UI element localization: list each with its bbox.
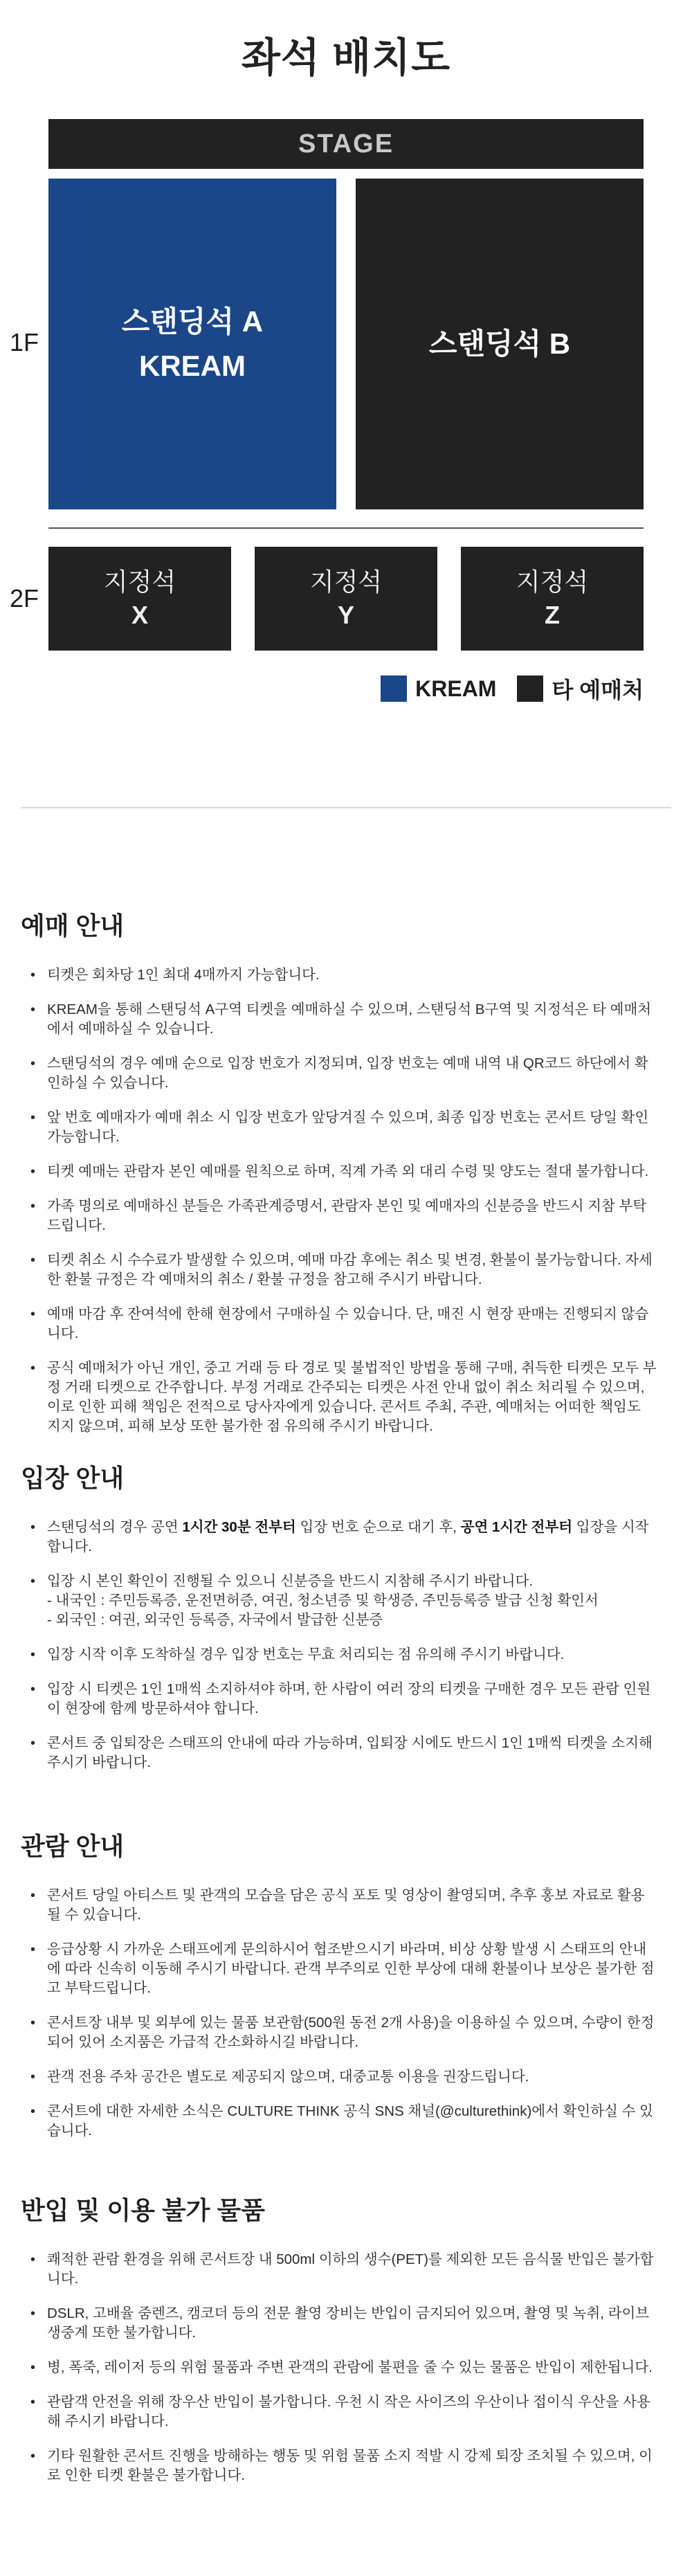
list-item: • 공식 예매처가 아닌 개인, 중고 거래 등 타 경로 및 불법적인 방법을 통해 구매, 취득한 티켓은 모두 부정 거래 티켓으로 간주합니다. 부정 거래로 간주되는 티켓은 사전 안내 없이 취소 처리될 수 있으며, 이로 인한 피해 책임은 전적으로 당사자에게 있습니다. 콘서트 주최, 주관, 예매처는 어떠한 책임도 지지 않으며, 피해 보상 또한 불가한 점 유의해 주시기 바랍니다. (30, 1360, 657, 1434)
stage-label: STAGE (48, 119, 644, 169)
list-item: • 가족 명의로 예매하신 분들은 가족관계증명서, 관람자 본인 및 예매자의 신분증을 반드시 지참 부탁드립니다. (30, 1198, 647, 1233)
list-item: • 티켓 예매는 관람자 본인 예매를 원칙으로 하며, 직계 가족 외 대리 수령 및 양도는 절대 불가합니다. (30, 1163, 649, 1179)
zone-reserved-x[interactable] (48, 547, 231, 651)
zone-y-type: 지정석 (309, 568, 383, 596)
section-ticketing (21, 907, 671, 1451)
floor-label-2f: 2F (10, 584, 39, 613)
zone-a-seller: KREAM (139, 350, 246, 382)
zone-reserved-y[interactable] (255, 547, 437, 651)
floor-label-1f: 1F (10, 328, 39, 356)
zone-standing-b[interactable] (356, 179, 644, 509)
section-title-viewing: 관람 안내 (21, 1832, 125, 1860)
entry-list (21, 1518, 671, 1772)
section-title-ticketing: 예매 안내 (21, 911, 125, 940)
section-entry (21, 1459, 671, 1788)
zone-z-type: 지정석 (516, 568, 589, 596)
list-item: • 관람객 안전을 위해 장우산 반입이 불가합니다. 우천 시 작은 사이즈의 우산이나 접이식 우산을 사용해 주시기 바랍니다. (30, 2394, 650, 2429)
legend-item-kream (381, 675, 496, 702)
zone-standing-a[interactable] (48, 179, 336, 509)
zone-z-letter: Z (545, 601, 560, 629)
list-item: • 관객 전용 주차 공간은 별도로 제공되지 않으며, 대중교통 이용을 권장드립니다. (30, 2069, 529, 2085)
page-title: 좌석 배치도 (241, 35, 451, 80)
section-title-entry: 입장 안내 (21, 1464, 125, 1492)
section-prohibited (21, 2191, 671, 2501)
zone-b-name: 스탠딩석 B (428, 327, 571, 360)
list-item: • 응급상황 시 가까운 스태프에게 문의하시어 협조받으시기 바라며, 비상 상황 발생 시 스태프의 안내에 따라 신속히 이동해 주시기 바랍니다. 관객 부주의로 인한 부상에 대해 환불이나 보상은 불가한 점 고 부탁드립니다. (30, 1941, 655, 1996)
list-item: • 티켓 취소 시 수수료가 발생할 수 있으며, 예매 마감 후에는 취소 및 변경, 환불이 불가능합니다. 자세한 환불 규정은 각 예매처의 취소 / 환불 규정을 참고해 주시기 바랍니다. (30, 1252, 653, 1287)
zone-y-letter: Y (337, 601, 354, 629)
section-title-prohibited: 반입 및 이용 불가 물품 (21, 2196, 265, 2224)
list-item: • 스탠딩석의 경우 공연 1시간 30분 전부터 입장 번호 순으로 대기 후, 공연 1시간 전부터 입장을 시작합니다. (30, 1519, 649, 1554)
legend-label-kream: KREAM (415, 675, 497, 701)
seatmap-legend (360, 673, 644, 705)
floor-divider (48, 527, 644, 529)
ticketing-list (21, 965, 671, 1436)
list-item: • 쾌적한 관람 환경을 위해 콘서트장 내 500ml 이하의 생수(PET)를 제외한 모든 음식물 반입은 불가합니다. (30, 2251, 654, 2287)
list-item: • 예매 마감 후 잔여석에 한해 현장에서 구매하실 수 있습니다. 단, 매진 시 현장 판매는 진행되지 않습니다. (30, 1306, 649, 1341)
legend-swatch-kream (381, 675, 407, 702)
list-item: • DSLR, 고배율 줌렌즈, 캠코더 등의 전문 촬영 장비는 반입이 금지되어 있으며, 촬영 및 녹취, 라이브 생중계 또한 불가합니다. (30, 2305, 650, 2341)
list-item: • 콘서트장 내부 및 외부에 있는 물품 보관함(500원 동전 2개 사용)을 이용하실 수 있으며, 수량이 한정되어 있어 소지품은 가급적 간소화하시길 바랍니다. (30, 2015, 655, 2050)
list-item: • 기타 원활한 콘서트 진행을 방해하는 행동 및 위험 물품 소지 적발 시 강제 퇴장 조치될 수 있으며, 이로 인한 티켓 환불은 불가합니다. (30, 2448, 653, 2483)
zone-x-type: 지정석 (103, 568, 176, 596)
list-item: • 입장 시 티켓은 1인 1매씩 소지하셔야 하며, 한 사람이 여러 장의 티켓을 구매한 경우 모든 관람 인원이 현장에 함께 방문하셔야 합니다. (30, 1681, 651, 1716)
prohibited-list (21, 2250, 671, 2485)
list-item: • 병, 폭죽, 레이저 등의 위험 물품과 주변 관객의 관람에 불편을 줄 수 있는 물품은 반입이 제한됩니다. (30, 2359, 653, 2375)
section-viewing (21, 1827, 671, 2156)
legend-label-other: 타 예매처 (552, 678, 644, 702)
list-item: • 콘서트 당일 아티스트 및 관객의 모습을 담은 공식 포토 및 영상이 촬영되며, 추후 홍보 자료로 활용될 수 있습니다. (30, 1887, 645, 1923)
list-item: • 스탠딩석의 경우 예매 순으로 입장 번호가 지정되며, 입장 번호는 예매 내역 내 QR코드 하단에서 확인하실 수 있습니다. (30, 1055, 648, 1091)
list-item: • 콘서트 중 입퇴장은 스태프의 안내에 따라 가능하며, 입퇴장 시에도 반드시 1인 1매씩 티켓을 소지해 주시기 바랍니다. (30, 1735, 653, 1770)
zone-a-name: 스탠딩석 A (121, 305, 264, 338)
list-item: • 입장 시작 이후 도착하실 경우 입장 번호는 무효 처리되는 점 유의해 주시기 바랍니다. (30, 1647, 565, 1662)
list-item: • 콘서트에 대한 자세한 소식은 CULTURE THINK 공식 SNS 채널(@culturethink)에서 확인하실 수 있습니다. (30, 2103, 653, 2139)
legend-item-other (517, 673, 644, 705)
list-item: • 입장 시 본인 확인이 진행될 수 있으니 신분증을 반드시 지참해 주시기 바랍니다. - 내국인 : 주민등록증, 운전면허증, 여권, 청소년증 및 학생증, 주민등록증 발급 신청 확인서 - 외국인 : 여권, 외국인 등록증, 자국에서 발급한 신분증 (30, 1573, 599, 1628)
viewing-list (21, 1886, 671, 2141)
zone-reserved-z[interactable] (461, 547, 644, 651)
section-divider (21, 807, 671, 808)
legend-swatch-other (517, 675, 543, 702)
list-item: • 티켓은 회차당 1인 최대 4매까지 가능합니다. (30, 967, 320, 983)
list-item: • 앞 번호 예매자가 예매 취소 시 입장 번호가 앞당겨질 수 있으며, 최종 입장 번호는 콘서트 당일 확인 가능합니다. (30, 1109, 649, 1145)
list-item: • KREAM을 통해 스탠딩석 A구역 티켓을 예매하실 수 있으며, 스탠딩석 B구역 및 지정석은 타 예매처에서 예매하실 수 있습니다. (30, 1001, 652, 1037)
zone-x-letter: X (131, 601, 148, 629)
